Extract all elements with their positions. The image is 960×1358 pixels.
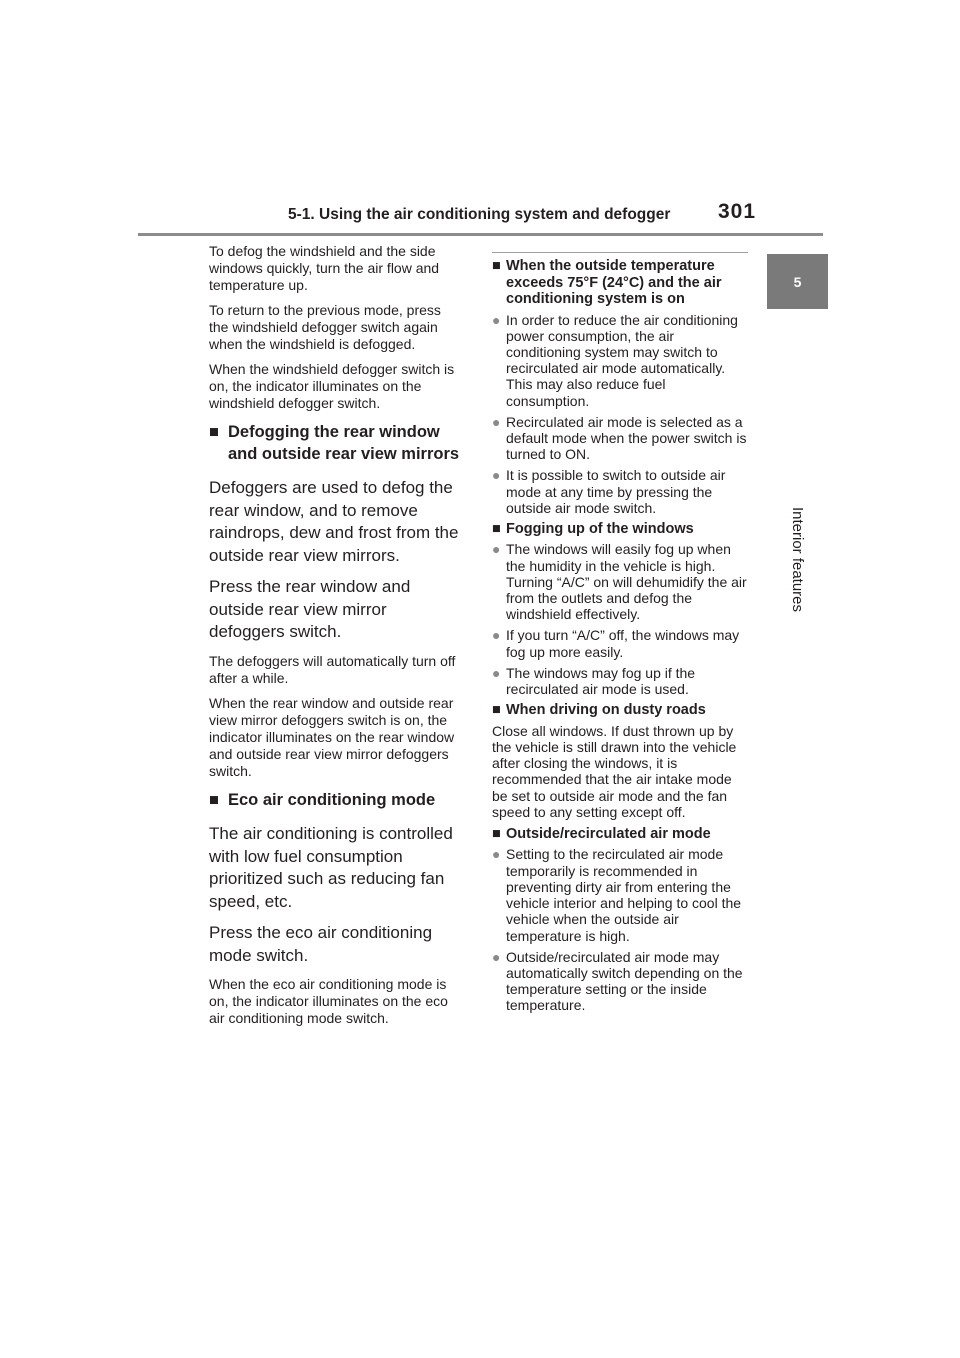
bullet-icon: ● <box>492 467 501 484</box>
list-item <box>492 665 748 697</box>
note-heading <box>492 826 748 843</box>
bullet-icon: ● <box>492 948 501 965</box>
list-item-text: Outside/recirculated air mode may automatically switch depending on the temperature setting or the inside temperature. <box>506 948 743 1014</box>
list-item <box>492 949 748 1014</box>
chapter-tab-label-text: Interior features <box>789 506 806 612</box>
square-bullet-icon: ■ <box>492 825 501 842</box>
heading-text: When driving on dusty roads <box>506 702 706 719</box>
paragraph: To defog the windshield and the side windows quickly, turn the air flow and temperature up. <box>209 243 440 293</box>
square-bullet-icon: ■ <box>492 258 501 274</box>
paragraph: To return to the previous mode, press the windshield defogger switch again when the windshield is defogged. <box>209 302 441 352</box>
note-heading <box>492 258 748 308</box>
list-item-text: The windows may fog up if the recirculated air mode is used. <box>506 664 696 698</box>
list-item <box>492 467 748 516</box>
bullet-icon: ● <box>492 413 501 430</box>
list-item-text: Setting to the recirculated air mode temporarily is recommended in preventing dirty air from entering the vehicle interior and helping to cool the vehicle when the outside air temperature is high. <box>506 846 742 944</box>
chapter-header-title: 5-1. Using the air conditioning system and defogger <box>288 206 671 223</box>
list-item <box>492 541 748 622</box>
list-item-text: In order to reduce the air conditioning power consumption, the air conditioning system may switch to recirculated air mode automatically. This may also reduce fuel consumption. <box>506 311 738 409</box>
list-item-text: Recirculated air mode is selected as a default mode when the power switch is turned to ON. <box>506 413 747 463</box>
left-column <box>209 243 464 1035</box>
note-heading <box>492 702 748 719</box>
square-bullet-icon: ■ <box>209 423 219 441</box>
list-item <box>492 627 748 659</box>
section-heading-rear-defogger <box>209 422 464 465</box>
note-heading <box>492 521 748 538</box>
bullet-icon: ● <box>492 311 501 328</box>
square-bullet-icon: ■ <box>209 790 219 809</box>
list-item-text: It is possible to switch to outside air mode at any time by pressing the outside air mode switch. <box>506 467 726 516</box>
paragraph: Press the eco air conditioning mode switch. <box>209 923 433 965</box>
square-bullet-icon: ■ <box>492 520 501 537</box>
heading-text: Defogging the rear window and outside rear view mirrors <box>228 423 460 463</box>
paragraph: When the rear window and outside rear view mirror defoggers switch is on, the indicator illuminates on the rear window and outside rear view mirror defoggers switch. <box>209 694 455 779</box>
section-heading-eco-mode <box>209 790 464 812</box>
heading-text: When the outside temperature exceeds 75°F (24°C) and the air conditioning system is on <box>506 258 722 307</box>
column-divider <box>492 252 748 253</box>
chapter-tab-label <box>767 316 828 802</box>
paragraph: The defoggers will automatically turn off after a while. <box>209 652 456 686</box>
chapter-tab-number: 5 <box>767 254 828 309</box>
paragraph: Press the rear window and outside rear view mirror defoggers switch. <box>209 577 411 641</box>
page-number: 301 <box>718 200 757 223</box>
bullet-icon: ● <box>492 541 501 558</box>
right-column <box>492 252 748 1019</box>
bullet-icon: ● <box>492 846 501 863</box>
paragraph: Close all windows. If dust thrown up by the vehicle is still drawn into the vehicle after closing the windows, it is recommended that the air intake mode be set to outside air mode and the fan speed to any setting except off. <box>492 722 737 820</box>
list-item-text: If you turn “A/C” off, the windows may fog up more easily. <box>506 627 740 660</box>
heading-text: Outside/recirculated air mode <box>506 825 711 842</box>
list-item <box>492 414 748 463</box>
heading-text: Fogging up of the windows <box>506 520 694 537</box>
heading-text: Eco air conditioning mode <box>228 790 436 809</box>
paragraph: When the eco air conditioning mode is on, the indicator illuminates on the eco air conditioning mode switch. <box>209 976 448 1026</box>
paragraph: Defoggers are used to defog the rear window, and to remove raindrops, dew and frost from the outside rear view mirrors. <box>209 478 459 565</box>
bullet-icon: ● <box>492 627 501 644</box>
header-divider <box>138 233 823 236</box>
square-bullet-icon: ■ <box>492 702 501 719</box>
paragraph: When the windshield defogger switch is on, the indicator illuminates on the windshield defogger switch. <box>209 361 455 411</box>
bullet-icon: ● <box>492 664 501 681</box>
list-item <box>492 312 748 409</box>
list-item-text: The windows will easily fog up when the humidity in the vehicle is high. Turning “A/C” on will dehumidify the air from the outlets and defog the windshield effectively. <box>506 541 747 623</box>
list-item <box>492 846 748 943</box>
paragraph: The air conditioning is controlled with low fuel consumption prioritized such as reducing fan speed, etc. <box>209 824 453 911</box>
